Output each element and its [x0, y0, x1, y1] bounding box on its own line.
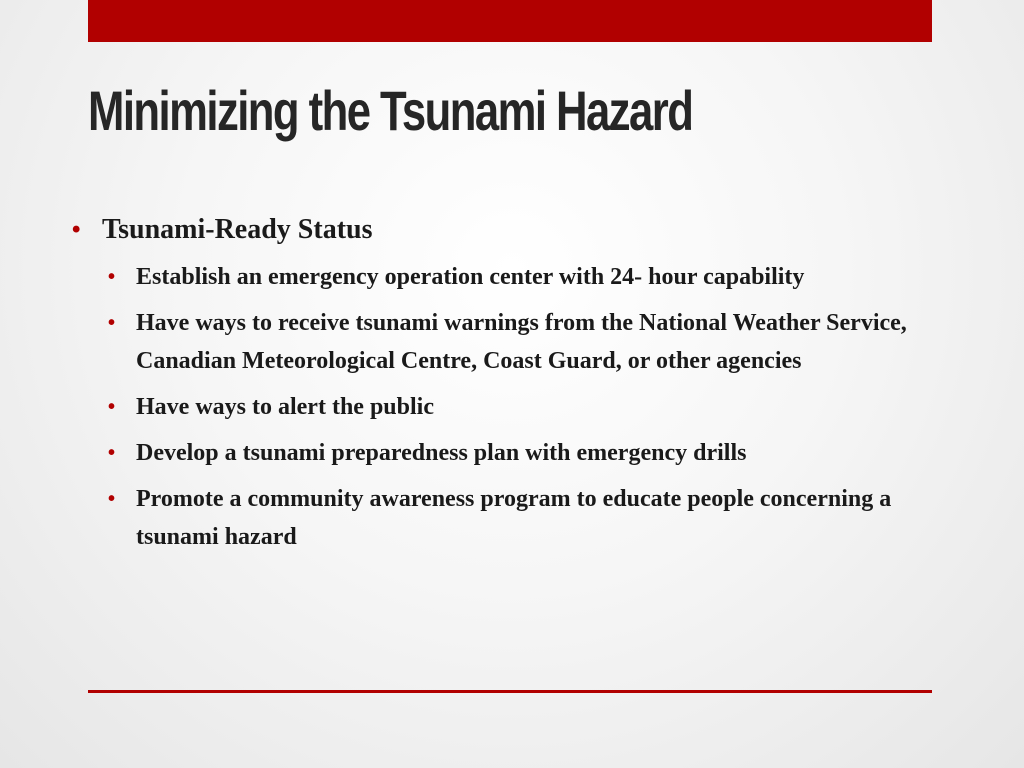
sub-bullet-item: [108, 388, 952, 426]
bullet-icon: •: [108, 266, 116, 288]
sub-bullet-text: Develop a tsunami preparedness plan with emergency drills: [136, 440, 747, 466]
bullet-heading: [72, 212, 952, 248]
top-accent-bar: [88, 0, 932, 42]
sub-bullet-text: Promote a community awareness program to educate people concerning a tsunami hazard: [136, 486, 892, 550]
sub-bullet-list: [72, 258, 952, 556]
slide-content: [72, 212, 952, 564]
bullet-icon: •: [108, 488, 116, 510]
slide-title: Minimizing the Tsunami Hazard: [88, 79, 693, 142]
sub-bullet-item: [108, 434, 952, 472]
sub-bullet-item: [108, 480, 952, 556]
sub-bullet-item: [108, 304, 952, 380]
bullet-icon: •: [108, 442, 116, 464]
sub-bullet-text: Establish an emergency operation center with 24- hour capability: [136, 264, 805, 290]
sub-bullet-item: [108, 258, 952, 296]
bullet-icon: •: [108, 396, 116, 418]
bullet-icon: •: [108, 312, 116, 334]
bullet-heading-text: Tsunami-Ready Status: [102, 214, 373, 245]
sub-bullet-text: Have ways to receive tsunami warnings from the National Weather Service, Canadian Meteorological Centre, Coast Guard, or other agencies: [136, 310, 907, 374]
bottom-accent-rule: [88, 690, 932, 693]
bullet-icon: •: [72, 216, 81, 243]
sub-bullet-text: Have ways to alert the public: [136, 394, 434, 420]
